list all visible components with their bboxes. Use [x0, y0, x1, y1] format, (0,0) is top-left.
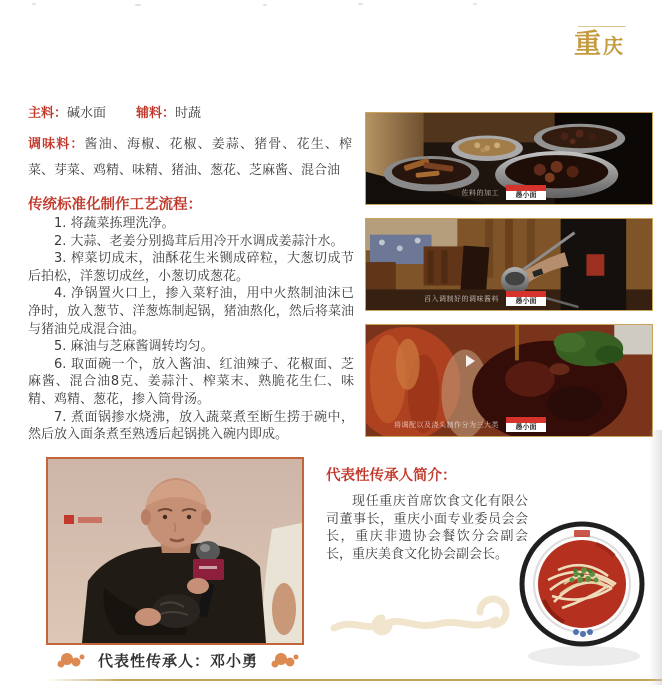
photo-caption-row [366, 417, 546, 432]
noodle-bowl-photo [514, 510, 662, 670]
process-step-2: 2. 大蒜、老姜分别捣茸后用冷开水调成姜蒜汁水。 [54, 233, 344, 249]
ingredients-main-row [28, 104, 352, 123]
ingredients-section [28, 104, 352, 184]
footer-caption [56, 650, 300, 671]
inheritor-heading: 代表性传承人简介： [326, 468, 457, 484]
process-heading: 传统标准化制作工艺流程： [28, 197, 202, 213]
brand-badge [506, 291, 546, 306]
photo-kitchen-ladle [365, 218, 653, 311]
inheritor-bio: 现任重庆首席饮食文化有限公司董事长，重庆小面专业委员会会长，重庆非遗协会餐饮分会副会长，重庆美食文化协会副会长。 [326, 494, 528, 562]
photo-caption-row [366, 185, 546, 200]
brand-divider-line [578, 26, 626, 27]
photo-caption: 舀入调制好的调味酱料 [424, 294, 499, 303]
process-step-1: 1. 将蔬菜拣理洗净。 [54, 216, 175, 231]
scan-artifact [473, 3, 477, 5]
process-step-6: 6. 取面碗一个，放入酱油、红油辣子、花椒面、芝麻酱、混合油8克、姜蒜汁、榨菜末、熟脆花生仁、味精、鸡精、葱花，掺入筒骨汤。 [28, 356, 354, 407]
cloud-motif-icon [56, 652, 86, 670]
photo-braised-topping [365, 324, 653, 437]
process-step-4: 4. 净锅置火口上，掺入菜籽油，用中火熬制油沫已净时，放入葱节、洋葱炼制起锅，猪油熬化，然后将菜油与猪油兑成混合油。 [28, 286, 354, 337]
scan-artifact [32, 3, 36, 5]
scan-artifact [263, 4, 267, 6]
photo-condiment-prep [365, 112, 653, 205]
play-icon [466, 355, 475, 367]
inheritor-portrait-photo [46, 457, 304, 645]
brand-title [574, 31, 644, 58]
process-step-3: 3. 榨菜切成末，油酥花生米铡成碎粒，大葱切成节后拍松，洋葱切成丝，小葱切成葱花。 [28, 251, 354, 284]
noodle-bowl-image [514, 510, 662, 670]
badge-label: 愚小面 [515, 297, 537, 305]
photo-column [365, 112, 653, 437]
badge-label: 愚小面 [515, 423, 537, 431]
seasoning-row [28, 132, 352, 184]
seasoning-value: 酱油、海椒、花椒、姜蒜、猪骨、花生、榨菜、芽菜、鸡精、味精、猪油、葱花、芝麻酱、混合油 [28, 137, 352, 178]
main-ingredient-value: 碱水面 [67, 106, 107, 121]
photo-caption: 佐料的加工 [461, 188, 499, 197]
footer-gold-rule [46, 679, 662, 681]
inheritor-name-caption: 代表性传承人：邓小勇 [98, 652, 259, 670]
aux-ingredient-value: 时蔬 [175, 106, 202, 121]
brand-mark [574, 26, 644, 58]
badge-label: 愚小面 [515, 191, 537, 199]
scan-artifact [135, 4, 141, 6]
cloud-watermark [330, 586, 530, 644]
seasoning-label: 调味料： [28, 137, 85, 152]
photo-caption: 将调配以及浇头制作分为三大类 [394, 420, 499, 429]
main-ingredient-label: 主料： [28, 106, 68, 121]
cloud-motif-icon [270, 652, 300, 670]
scan-artifact [358, 3, 363, 5]
brand-char-2: 庆 [603, 34, 623, 58]
inheritor-portrait-image [48, 459, 302, 643]
brand-char-1: 重 [574, 29, 601, 60]
process-steps [28, 215, 354, 444]
inheritor-section [326, 464, 528, 563]
brand-badge [506, 417, 546, 432]
process-step-5: 5. 麻油与芝麻酱调转均匀。 [54, 339, 214, 355]
page-edge-shadow [649, 430, 662, 685]
process-step-7: 7. 煮面锅掺水烧沸，放入蔬菜煮至断生捞于碗中，然后放入面条煮至熟透后起锅挑入碗内即成。 [28, 409, 354, 443]
aux-ingredient-label: 辅料： [136, 106, 176, 121]
photo-caption-row [366, 291, 546, 306]
brand-badge [506, 185, 546, 200]
